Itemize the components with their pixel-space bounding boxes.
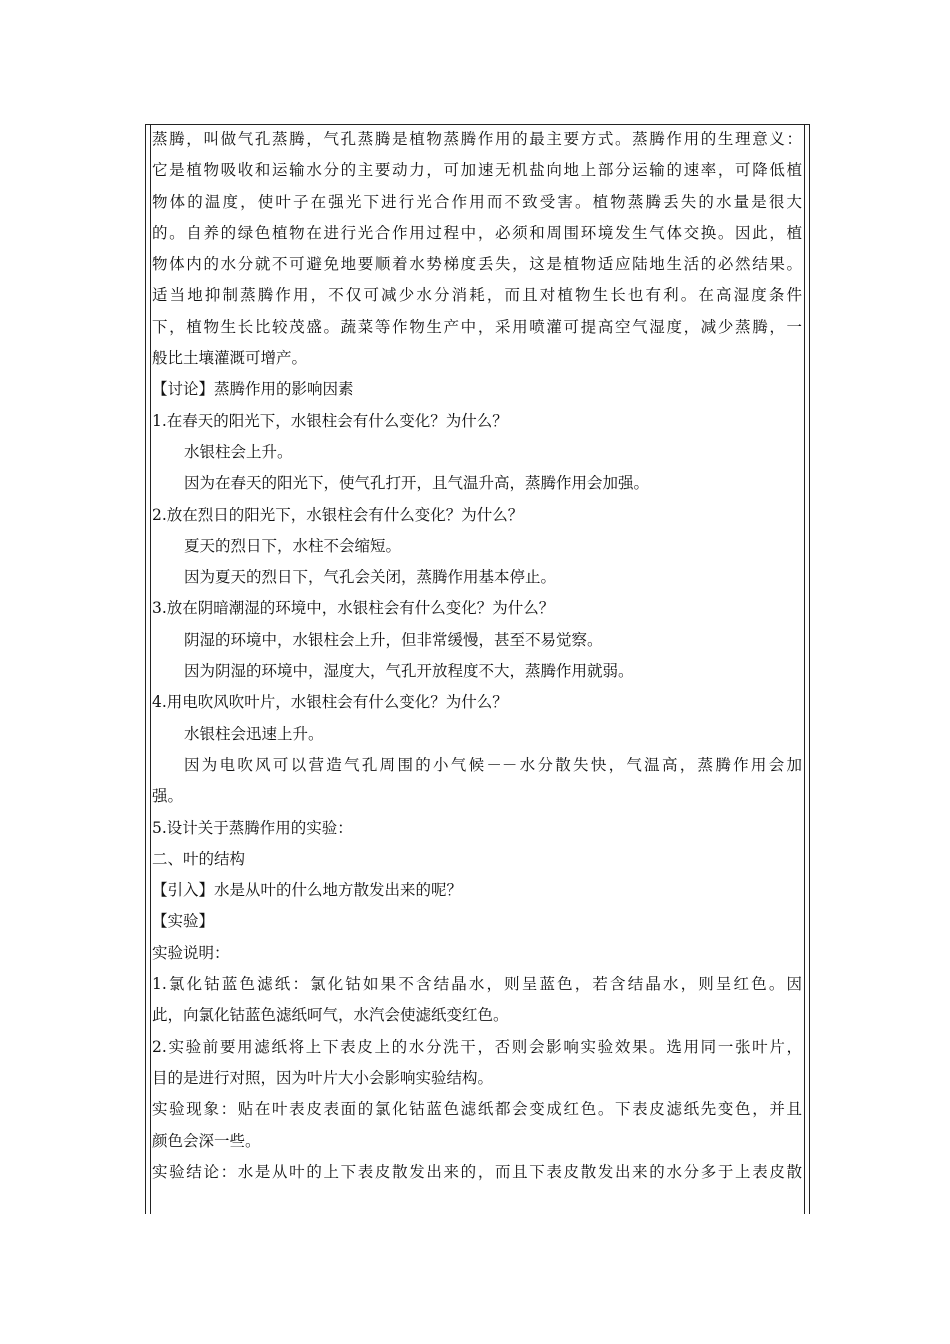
text-line: 此，向氯化钴蓝色滤纸呵气，水汽会使滤纸变红色。 bbox=[152, 1006, 509, 1025]
text-line: 水银柱会迅速上升。 bbox=[184, 724, 324, 743]
text-line: 水银柱会上升。 bbox=[184, 442, 293, 461]
text-line: 夏天的烈日下，水柱不会缩短。 bbox=[184, 536, 402, 555]
text-line: 3.放在阴暗潮湿的环境中，水银柱会有什么变化？为什么？ bbox=[152, 599, 555, 618]
text-line: 它是植物吸收和运输水分的主要动力，可加速无机盐向地上部分运输的速率，可降低植 bbox=[152, 161, 802, 180]
text-line: 物体内的水分就不可避免地要顺着水势梯度丢失，这是植物适应陆地生活的必然结果。 bbox=[152, 255, 802, 274]
text-line: 实验现象：贴在叶表皮表面的氯化钴蓝色滤纸都会变成红色。下表皮滤纸先变色，并且 bbox=[152, 1100, 802, 1119]
text-line: 因为电吹风可以营造气孔周围的小气候－－水分散失快，气温高，蒸腾作用会加 bbox=[184, 755, 802, 774]
table-inner-border-right bbox=[804, 125, 805, 1214]
text-line: 实验结论：水是从叶的上下表皮散发出来的，而且下表皮散发出来的水分多于上表皮散 bbox=[152, 1162, 802, 1181]
text-line: 【实验】 bbox=[152, 912, 215, 931]
text-line: 2.放在烈日的阳光下，水银柱会有什么变化？为什么？ bbox=[152, 505, 524, 524]
text-line: 实验说明： bbox=[152, 943, 230, 962]
text-line: 目的是进行对照，因为叶片大小会影响实验结构。 bbox=[152, 1068, 494, 1087]
text-line: 2.实验前要用滤纸将上下表皮上的水分洗干，否则会影响实验效果。选用同一张叶片， bbox=[152, 1037, 802, 1056]
text-line: 【引入】水是从叶的什么地方散发出来的呢？ bbox=[152, 881, 463, 900]
text-line: 5.设计关于蒸腾作用的实验： bbox=[152, 818, 353, 837]
text-line: 阴湿的环境中，水银柱会上升，但非常缓慢，甚至不易觉察。 bbox=[184, 630, 603, 649]
text-line: 的。自养的绿色植物在进行光合作用过程中，必须和周围环境发生气体交换。因此，植 bbox=[152, 223, 802, 242]
text-line: 因为夏天的烈日下，气孔会关闭，蒸腾作用基本停止。 bbox=[184, 568, 557, 587]
text-line: 1.氯化钴蓝色滤纸：氯化钴如果不含结晶水，则呈蓝色，若含结晶水，则呈红色。因 bbox=[152, 975, 802, 994]
text-line: 因为阴湿的环境中，湿度大，气孔开放程度不大，蒸腾作用就弱。 bbox=[184, 662, 634, 681]
table-inner-border-left bbox=[150, 125, 151, 1214]
text-line: 强。 bbox=[152, 787, 184, 806]
text-line: 因为在春天的阳光下，使气孔打开，且气温升高，蒸腾作用会加强。 bbox=[184, 474, 650, 493]
text-line: 般比土壤灌溉可增产。 bbox=[152, 349, 308, 368]
text-line: 下，植物生长比较茂盛。蔬菜等作物生产中，采用喷灌可提高空气湿度，减少蒸腾，一 bbox=[152, 317, 802, 336]
text-line: 【讨论】蒸腾作用的影响因素 bbox=[152, 380, 354, 399]
text-line: 适当地抑制蒸腾作用，不仅可减少水分消耗，而且对植物生长也有利。在高湿度条件 bbox=[152, 286, 802, 305]
document-body bbox=[152, 124, 802, 1188]
text-line: 蒸腾，叫做气孔蒸腾，气孔蒸腾是植物蒸腾作用的最主要方式。蒸腾作用的生理意义： bbox=[152, 130, 802, 148]
text-line: 4.用电吹风吹叶片，水银柱会有什么变化？为什么？ bbox=[152, 693, 508, 712]
text-line: 物体的温度，使叶子在强光下进行光合作用而不致受害。植物蒸腾丢失的水量是很大 bbox=[152, 192, 802, 211]
text-line: 二、叶的结构 bbox=[152, 849, 246, 868]
text-line: 颜色会深一些。 bbox=[152, 1131, 261, 1150]
text-line: 1.在春天的阳光下，水银柱会有什么变化？为什么？ bbox=[152, 411, 508, 430]
